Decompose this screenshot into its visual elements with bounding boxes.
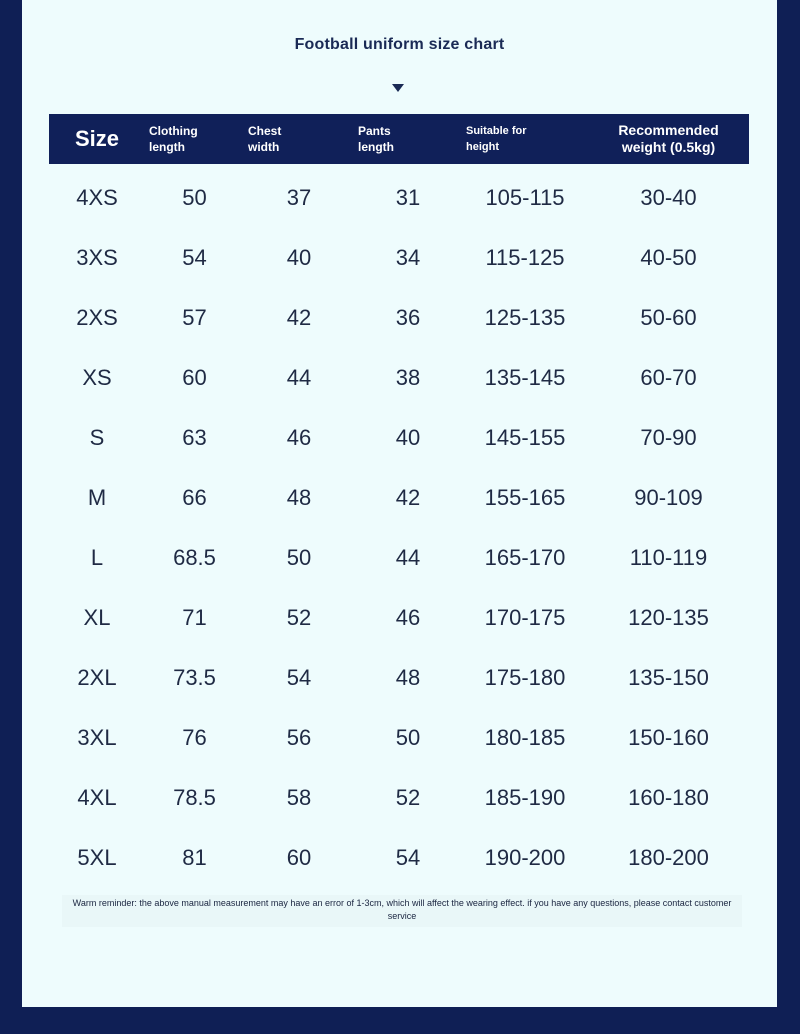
table-row xyxy=(49,348,749,408)
cell-chest-width: 52 xyxy=(286,605,312,630)
cell-pants-length: 46 xyxy=(395,605,421,630)
cell-size: M xyxy=(87,485,107,510)
cell-size: 3XL xyxy=(77,725,117,750)
cell-recommended-weight: 150-160 xyxy=(628,725,709,750)
cell-suitable-height: 170-175 xyxy=(484,605,566,630)
cell-size: XL xyxy=(83,605,111,630)
cell-clothing-length: 78.5 xyxy=(173,785,216,810)
cell-clothing-length: 54 xyxy=(182,245,207,270)
cell-pants-length: 38 xyxy=(395,365,421,390)
cell-size: 5XL xyxy=(77,845,117,870)
header-chest-width xyxy=(244,114,354,164)
cell-pants-length: 36 xyxy=(395,305,421,330)
table-row xyxy=(49,708,749,768)
cell-suitable-height: 125-135 xyxy=(484,305,566,330)
table-row xyxy=(49,408,749,468)
table-row xyxy=(49,288,749,348)
table-row xyxy=(49,768,749,828)
cell-recommended-weight: 50-60 xyxy=(640,305,697,330)
table-body xyxy=(49,164,749,888)
cell-recommended-weight: 120-135 xyxy=(628,605,709,630)
cell-size: XS xyxy=(82,365,112,390)
size-chart-panel xyxy=(22,0,777,1007)
cell-chest-width: 44 xyxy=(286,365,312,390)
cell-recommended-weight: 60-70 xyxy=(640,365,697,390)
cell-suitable-height: 105-115 xyxy=(485,185,565,210)
cell-clothing-length: 68.5 xyxy=(173,545,216,570)
cell-pants-length: 52 xyxy=(395,785,421,810)
cell-pants-length: 31 xyxy=(395,185,421,210)
header-size: Size xyxy=(49,114,145,164)
header-recommended-weight-text: Recommended weight (0.5kg) xyxy=(618,122,719,155)
table-row xyxy=(49,828,749,888)
cell-size: 2XS xyxy=(76,305,118,330)
cell-clothing-length: 81 xyxy=(182,845,207,870)
cell-size: 4XL xyxy=(77,785,117,810)
cell-recommended-weight: 90-109 xyxy=(634,485,703,510)
cell-chest-width: 58 xyxy=(286,785,312,810)
cell-recommended-weight: 135-150 xyxy=(628,665,709,690)
cell-clothing-length: 57 xyxy=(182,305,207,330)
header-suitable-height-text: Suitable for height xyxy=(466,125,527,153)
header-pants-length xyxy=(354,114,462,164)
header-suitable-height xyxy=(462,114,588,164)
cell-recommended-weight: 110-119 xyxy=(629,545,708,570)
cell-suitable-height: 180-185 xyxy=(484,725,566,750)
cell-clothing-length: 76 xyxy=(182,725,207,750)
cell-suitable-height: 185-190 xyxy=(484,785,566,810)
cell-chest-width: 46 xyxy=(286,425,312,450)
cell-clothing-length: 66 xyxy=(182,485,207,510)
cell-chest-width: 54 xyxy=(286,665,312,690)
table-row xyxy=(49,648,749,708)
cell-pants-length: 50 xyxy=(395,725,421,750)
cell-size: 4XS xyxy=(76,185,118,210)
table-row xyxy=(49,528,749,588)
table-header-row xyxy=(49,114,749,164)
table-row xyxy=(49,228,749,288)
size-table xyxy=(49,114,749,888)
cell-size: 2XL xyxy=(77,665,117,690)
cell-recommended-weight: 30-40 xyxy=(640,185,697,210)
page-title: Football uniform size chart xyxy=(294,36,505,53)
table-row xyxy=(49,588,749,648)
header-pants-length-text: Pants length xyxy=(358,124,394,154)
cell-clothing-length: 60 xyxy=(182,365,207,390)
cell-suitable-height: 190-200 xyxy=(484,845,566,870)
cell-chest-width: 60 xyxy=(286,845,312,870)
triangle-down-icon xyxy=(392,84,404,92)
cell-pants-length: 48 xyxy=(395,665,421,690)
cell-suitable-height: 175-180 xyxy=(484,665,566,690)
cell-chest-width: 42 xyxy=(286,305,312,330)
cell-suitable-height: 145-155 xyxy=(484,425,566,450)
cell-pants-length: 40 xyxy=(395,425,421,450)
table-row xyxy=(49,164,749,228)
cell-suitable-height: 115-125 xyxy=(485,245,565,270)
cell-suitable-height: 155-165 xyxy=(484,485,566,510)
cell-size: 3XS xyxy=(76,245,118,270)
cell-recommended-weight: 40-50 xyxy=(640,245,697,270)
cell-size: S xyxy=(89,425,105,450)
cell-clothing-length: 71 xyxy=(182,605,207,630)
cell-recommended-weight: 180-200 xyxy=(628,845,709,870)
header-chest-width-text: Chest width xyxy=(248,124,282,154)
cell-recommended-weight: 70-90 xyxy=(640,425,697,450)
cell-pants-length: 44 xyxy=(395,545,421,570)
header-recommended-weight xyxy=(588,114,749,164)
cell-chest-width: 50 xyxy=(286,545,312,570)
cell-size: L xyxy=(90,545,104,570)
cell-clothing-length: 63 xyxy=(182,425,207,450)
cell-chest-width: 37 xyxy=(286,185,312,210)
cell-clothing-length: 73.5 xyxy=(173,665,216,690)
header-clothing-length-text: Clothing length xyxy=(149,124,198,154)
cell-pants-length: 34 xyxy=(395,245,421,270)
cell-recommended-weight: 160-180 xyxy=(628,785,709,810)
cell-suitable-height: 135-145 xyxy=(484,365,566,390)
header-clothing-length xyxy=(145,114,244,164)
warm-reminder: Warm reminder: the above manual measurement may have an error of 1-3cm, which will affect the wearing effect. if you have any questions, please contact customer service xyxy=(62,895,742,927)
table-row xyxy=(49,468,749,528)
cell-chest-width: 56 xyxy=(286,725,312,750)
cell-chest-width: 40 xyxy=(286,245,312,270)
cell-suitable-height: 165-170 xyxy=(484,545,566,570)
cell-pants-length: 54 xyxy=(395,845,421,870)
cell-clothing-length: 50 xyxy=(182,185,207,210)
cell-chest-width: 48 xyxy=(286,485,312,510)
cell-pants-length: 42 xyxy=(395,485,421,510)
